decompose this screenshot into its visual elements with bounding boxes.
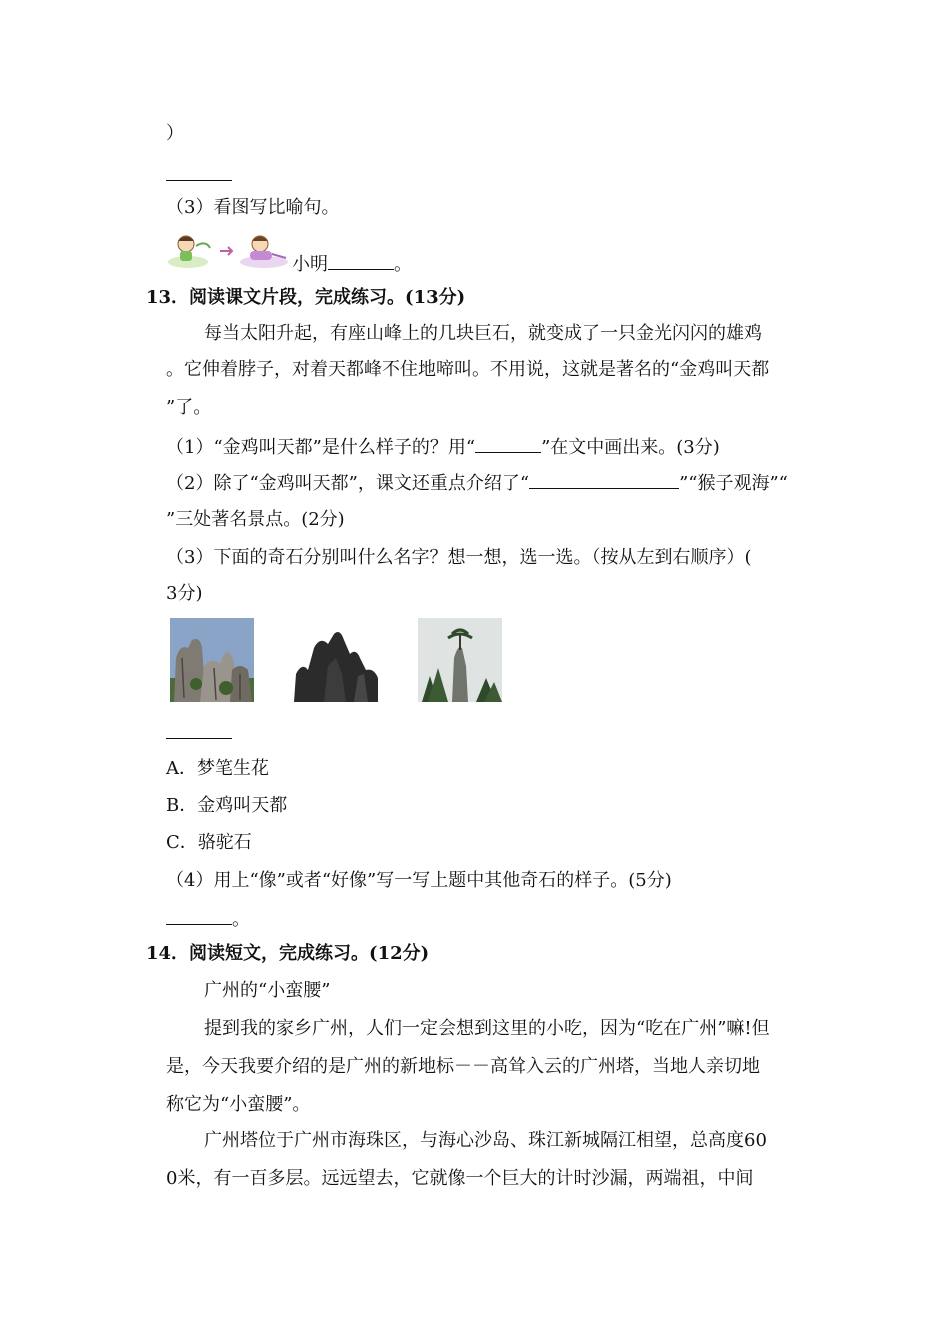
answer-blank-line[interactable] [166, 180, 232, 181]
part2-text-before: （2）除了“金鸡叫天都”，课文还重点介绍了“ [166, 473, 530, 494]
q13-passage-line: ”了。 [166, 397, 212, 418]
part4-end: 。 [232, 909, 250, 930]
essay-line: 提到我的家乡广州，人们一定会想到这里的小吃，因为“吃在广州”嘛!但 [204, 1018, 770, 1039]
part2-blank[interactable] [529, 470, 679, 489]
q13-passage-line: 每当太阳升起，有座山峰上的几块巨石，就变成了一只金光闪闪的雄鸡 [204, 323, 762, 344]
q13-part2 [166, 470, 788, 494]
essay-line: 广州塔位于广州市海珠区，与海心沙岛、珠江新城隔江相望，总高度60 [204, 1130, 767, 1151]
essay-line: 是，今天我要介绍的是广州的新地标－－高耸入云的广州塔，当地人亲切地 [166, 1056, 760, 1077]
part1-text-before: （1）“金鸡叫天都”是什么样子的？用“ [166, 437, 476, 458]
sentence-blank[interactable] [328, 251, 394, 270]
pine-peak-photo [418, 618, 502, 702]
stone-forest-photo [170, 618, 254, 702]
part4-blank[interactable] [166, 906, 232, 925]
answer-blank-line[interactable] [166, 738, 232, 739]
option-c[interactable]: C．骆驼石 [166, 832, 252, 853]
q13-part3-line2: 3分) [166, 583, 203, 604]
simile-sentence [292, 251, 412, 275]
option-a[interactable]: A．梦笔生花 [166, 758, 269, 779]
q13-part4: （4）用上“像”或者“好像”写一写上题中其他奇石的样子。(5分) [166, 870, 672, 891]
q13-part4-answer [166, 906, 250, 930]
part1-text-after: ”在文中画出来。(3分) [541, 437, 720, 458]
sentence-suffix: 。 [394, 254, 412, 275]
sentence-prefix: 小明 [292, 254, 328, 275]
closing-paren: ） [166, 123, 184, 144]
dark-peak-photo [294, 618, 378, 702]
q13-passage-line: 。它伸着脖子，对着天都峰不住地啼叫。不用说，这就是著名的“金鸡叫天都 [166, 359, 770, 380]
q13-part3-line1: （3）下面的奇石分别叫什么名字？想一想，选一选。（按从左到右顺序）( [166, 547, 752, 568]
option-b[interactable]: B．金鸡叫天都 [166, 795, 288, 816]
q14-title: 14．阅读短文，完成练习。(12分) [146, 943, 430, 964]
q13-title: 13．阅读课文片段，完成练习。(13分) [146, 287, 466, 308]
q12-part3-label: （3）看图写比喻句。 [166, 197, 340, 218]
essay-line: 0米，有一百多层。远远望去，它就像一个巨大的计时沙漏，两端祖，中间 [166, 1168, 754, 1189]
q13-part2-line2: ”三处著名景点。(2分) [166, 509, 345, 530]
part1-blank[interactable] [475, 434, 541, 453]
q13-part1 [166, 434, 720, 458]
essay-title: 广州的“小蛮腰” [204, 980, 331, 1001]
part2-text-after: ”“猴子观海”“ [679, 473, 788, 494]
cartoon-children-icon [166, 232, 290, 270]
essay-line: 称它为“小蛮腰”。 [166, 1094, 311, 1115]
